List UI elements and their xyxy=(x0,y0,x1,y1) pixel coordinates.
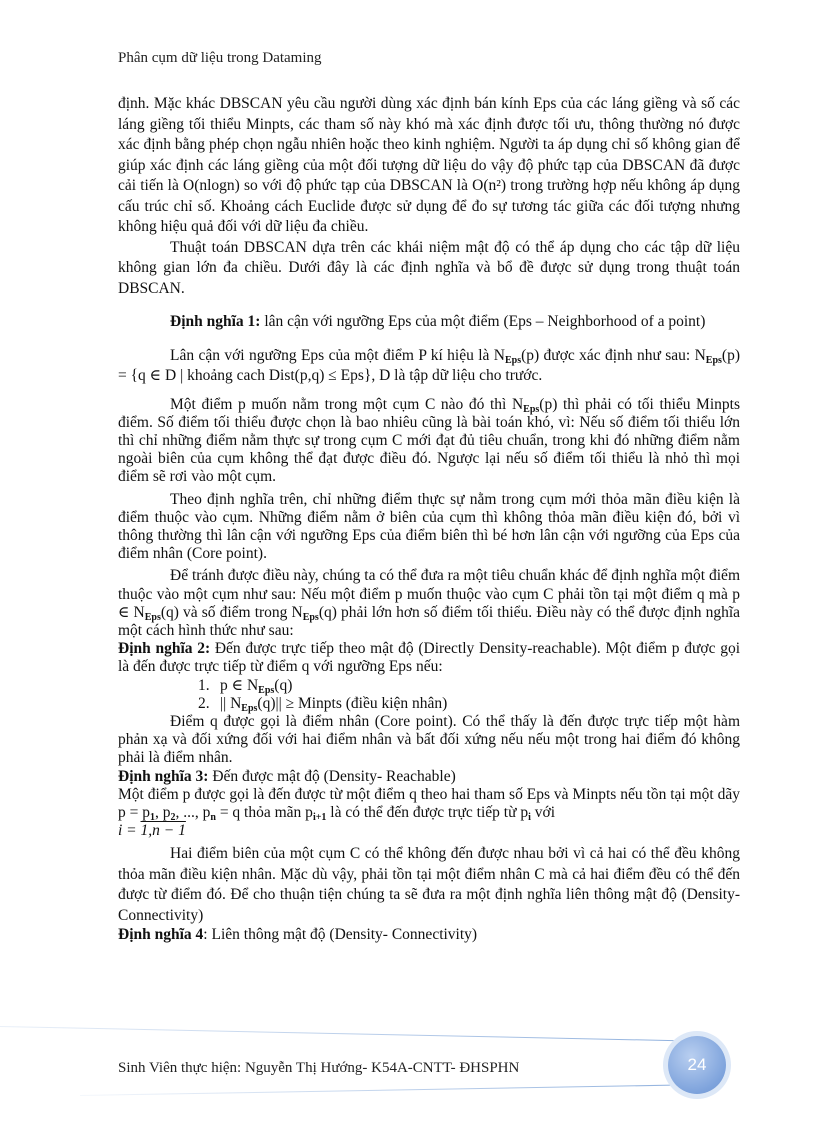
paragraph-criterion: Để tránh được điều này, chúng ta có thể đưa ra một tiêu chuẩn khác để định nghĩa một điểm thuộc vào một cụm như sau: Nếu một điểm p muốn thuộc vào cụm C phải tồn tại một điểm q mà p ∈ $N_{Eps}(q)$ và số điểm trong $N_{Eps}(q)$ phải lớn hơn số điểm tối thiểu. Điều này có thể được định nghĩa một cách hình thức như sau: xyxy=(118,567,741,639)
definition-2-label: Định nghĩa 2: xyxy=(118,640,211,658)
definition-3 xyxy=(118,768,740,786)
paragraph-dbscan-complexity: định. Mặc khác DBSCAN yêu cầu người dùng xác định bán kính Eps của các láng giềng và số các láng giềng tối thiểu Minpts, các tham số này khó mà xác định được tối ưu, thông thường nó được xác định bằng phép chọn ngẫu nhiên hoặc theo kinh nghiệm. Người ta áp dụng chỉ số không gian để giúp xác định các láng giềng của một đối tượng dữ liệu do vậy độ phức tạp của DBSCAN đã được cải tiến là O(nlogn) so với độ phức tạp của DBSCAN là O(n²) trong trường hợp nếu không áp dụng cấu trúc chỉ số. Khoảng cách Euclide được sử dụng để đo sự tương tác giữa các đối tượng nhưng không hiệu quả đối với dữ liệu đa chiều. xyxy=(118,95,740,235)
definition-1-label: Định nghĩa 1: xyxy=(170,313,261,330)
definition-3-text: Đến được mật độ (Density- Reachable) xyxy=(208,767,456,785)
document-body xyxy=(118,94,740,945)
condition-list xyxy=(118,677,740,713)
list-item: 2. || $N_{Eps}(q)||$ ≥ Minpts (điều kiện nhân) xyxy=(198,694,448,714)
paragraph-minpts: Một điểm p muốn nằm trong một cụm C nào đó thì $N_{Eps}(p)$ thì phải có tối thiểu Minpts điểm. Số điểm tối thiểu được chọn là bao nhiêu cũng là bài toán khó, vì: Nếu số điểm tối thiểu lớn thì chỉ những điểm nằm thực sự trong cụm C mới đạt đủ tiêu chuẩn, trong khi đó những điểm nằm ngoài biên của cụm không thể đạt được điều đó. Ngược lại nếu số điểm tối thiểu là nhỏ thì mọi điểm sẽ rơi vào một cụm. xyxy=(118,395,740,486)
page-footer: Sinh Viên thực hiện: Nguyễn Thị Hướng- K54A-CNTT- ĐHSPHN xyxy=(118,1060,520,1076)
definition-1 xyxy=(118,312,740,333)
paragraph-border-points: Theo định nghĩa trên, chỉ những điểm thực sự nằm trong cụm mới thỏa mãn điều kiện là điểm thuộc vào cụm. Những điểm nằm ở biên của cụm thì không thỏa mãn điều kiện đó, bởi vì thông thường thì lân cận với ngưỡng Eps của điểm biên thì bé hơn lân cận với ngưỡng của Eps của điểm nhân (Core point). xyxy=(118,490,740,563)
footer-decorative-line xyxy=(80,1084,700,1096)
footer-decorative-line xyxy=(0,1026,690,1041)
page-header: Phân cụm dữ liệu trong Dataming xyxy=(118,50,322,66)
formula: i = 1,n − 1 xyxy=(118,822,186,840)
definition-4-text: : Liên thông mật độ (Density- Connectivity) xyxy=(203,926,478,944)
list-item: 1. p ∈ $N_{Eps}(q)$ xyxy=(198,676,293,696)
definition-3-label: Định nghĩa 3: xyxy=(118,767,209,785)
definition-2 xyxy=(118,640,740,676)
page-number-badge: 24 xyxy=(668,1036,726,1094)
definition-2-text: Đến được trực tiếp theo mật độ (Directly Density-reachable). Một điểm p được gọi là đến được trực tiếp từ điểm q với ngưỡng Eps nếu: xyxy=(118,640,741,676)
paragraph-border-connectivity: Hai điểm biên của một cụm C có thể không đến được nhau bởi vì cả hai có thể đều không thỏa mãn điều kiện nhân. Mặc dù vậy, phải tồn tại một điểm nhân C mà cả hai điểm đều có thể đến được từ điểm đó. Để cho thuận tiện chúng ta sẽ đưa ra một định nghĩa liên thông mật độ (Density- Connectivity) xyxy=(118,845,740,924)
definition-1-text: lân cận với ngưỡng Eps của một điểm (Eps – Neighborhood of a point) xyxy=(260,313,706,330)
definition-4 xyxy=(118,926,740,944)
paragraph-dbscan-intro: Thuật toán DBSCAN dựa trên các khái niệm mật độ có thể áp dụng cho các tập dữ liệu không gian lớn đa chiều. Dưới đây là các định nghĩa và bổ đề được sử dụng trong thuật toán DBSCAN. xyxy=(118,238,740,297)
paragraph-core-point: Điểm q được gọi là điểm nhân (Core point). Có thể thấy là đến được trực tiếp một hàm phản xạ và đối xứng đối với hai điểm nhân và bất đối xứng nếu nếu một trong hai điểm đó không phải là điểm nhân. xyxy=(118,712,740,767)
paragraph-density-reachable: Một điểm p được gọi là đến được từ một điểm q theo hai tham số Eps và Minpts nếu tồn tại một dãy $p = p_1$, $p_2$, ..., $p_n = q$ thỏa mãn $p_{i+1}$ là có thể đến được trực tiếp từ $p_i$ với i = 1,n − 1 xyxy=(118,785,740,840)
definition-4-label: Định nghĩa 4 xyxy=(118,926,204,944)
paragraph-eps-neighborhood: Lân cận với ngưỡng Eps của một điểm P kí hiệu là $N_{Eps}(p)$ được xác định như sau: $N_{Eps}(p) = \{q$ ∈ D | khoảng cach Dist(p,q) ≤ Eps}, D là tập dữ liệu cho trước. xyxy=(118,346,740,384)
